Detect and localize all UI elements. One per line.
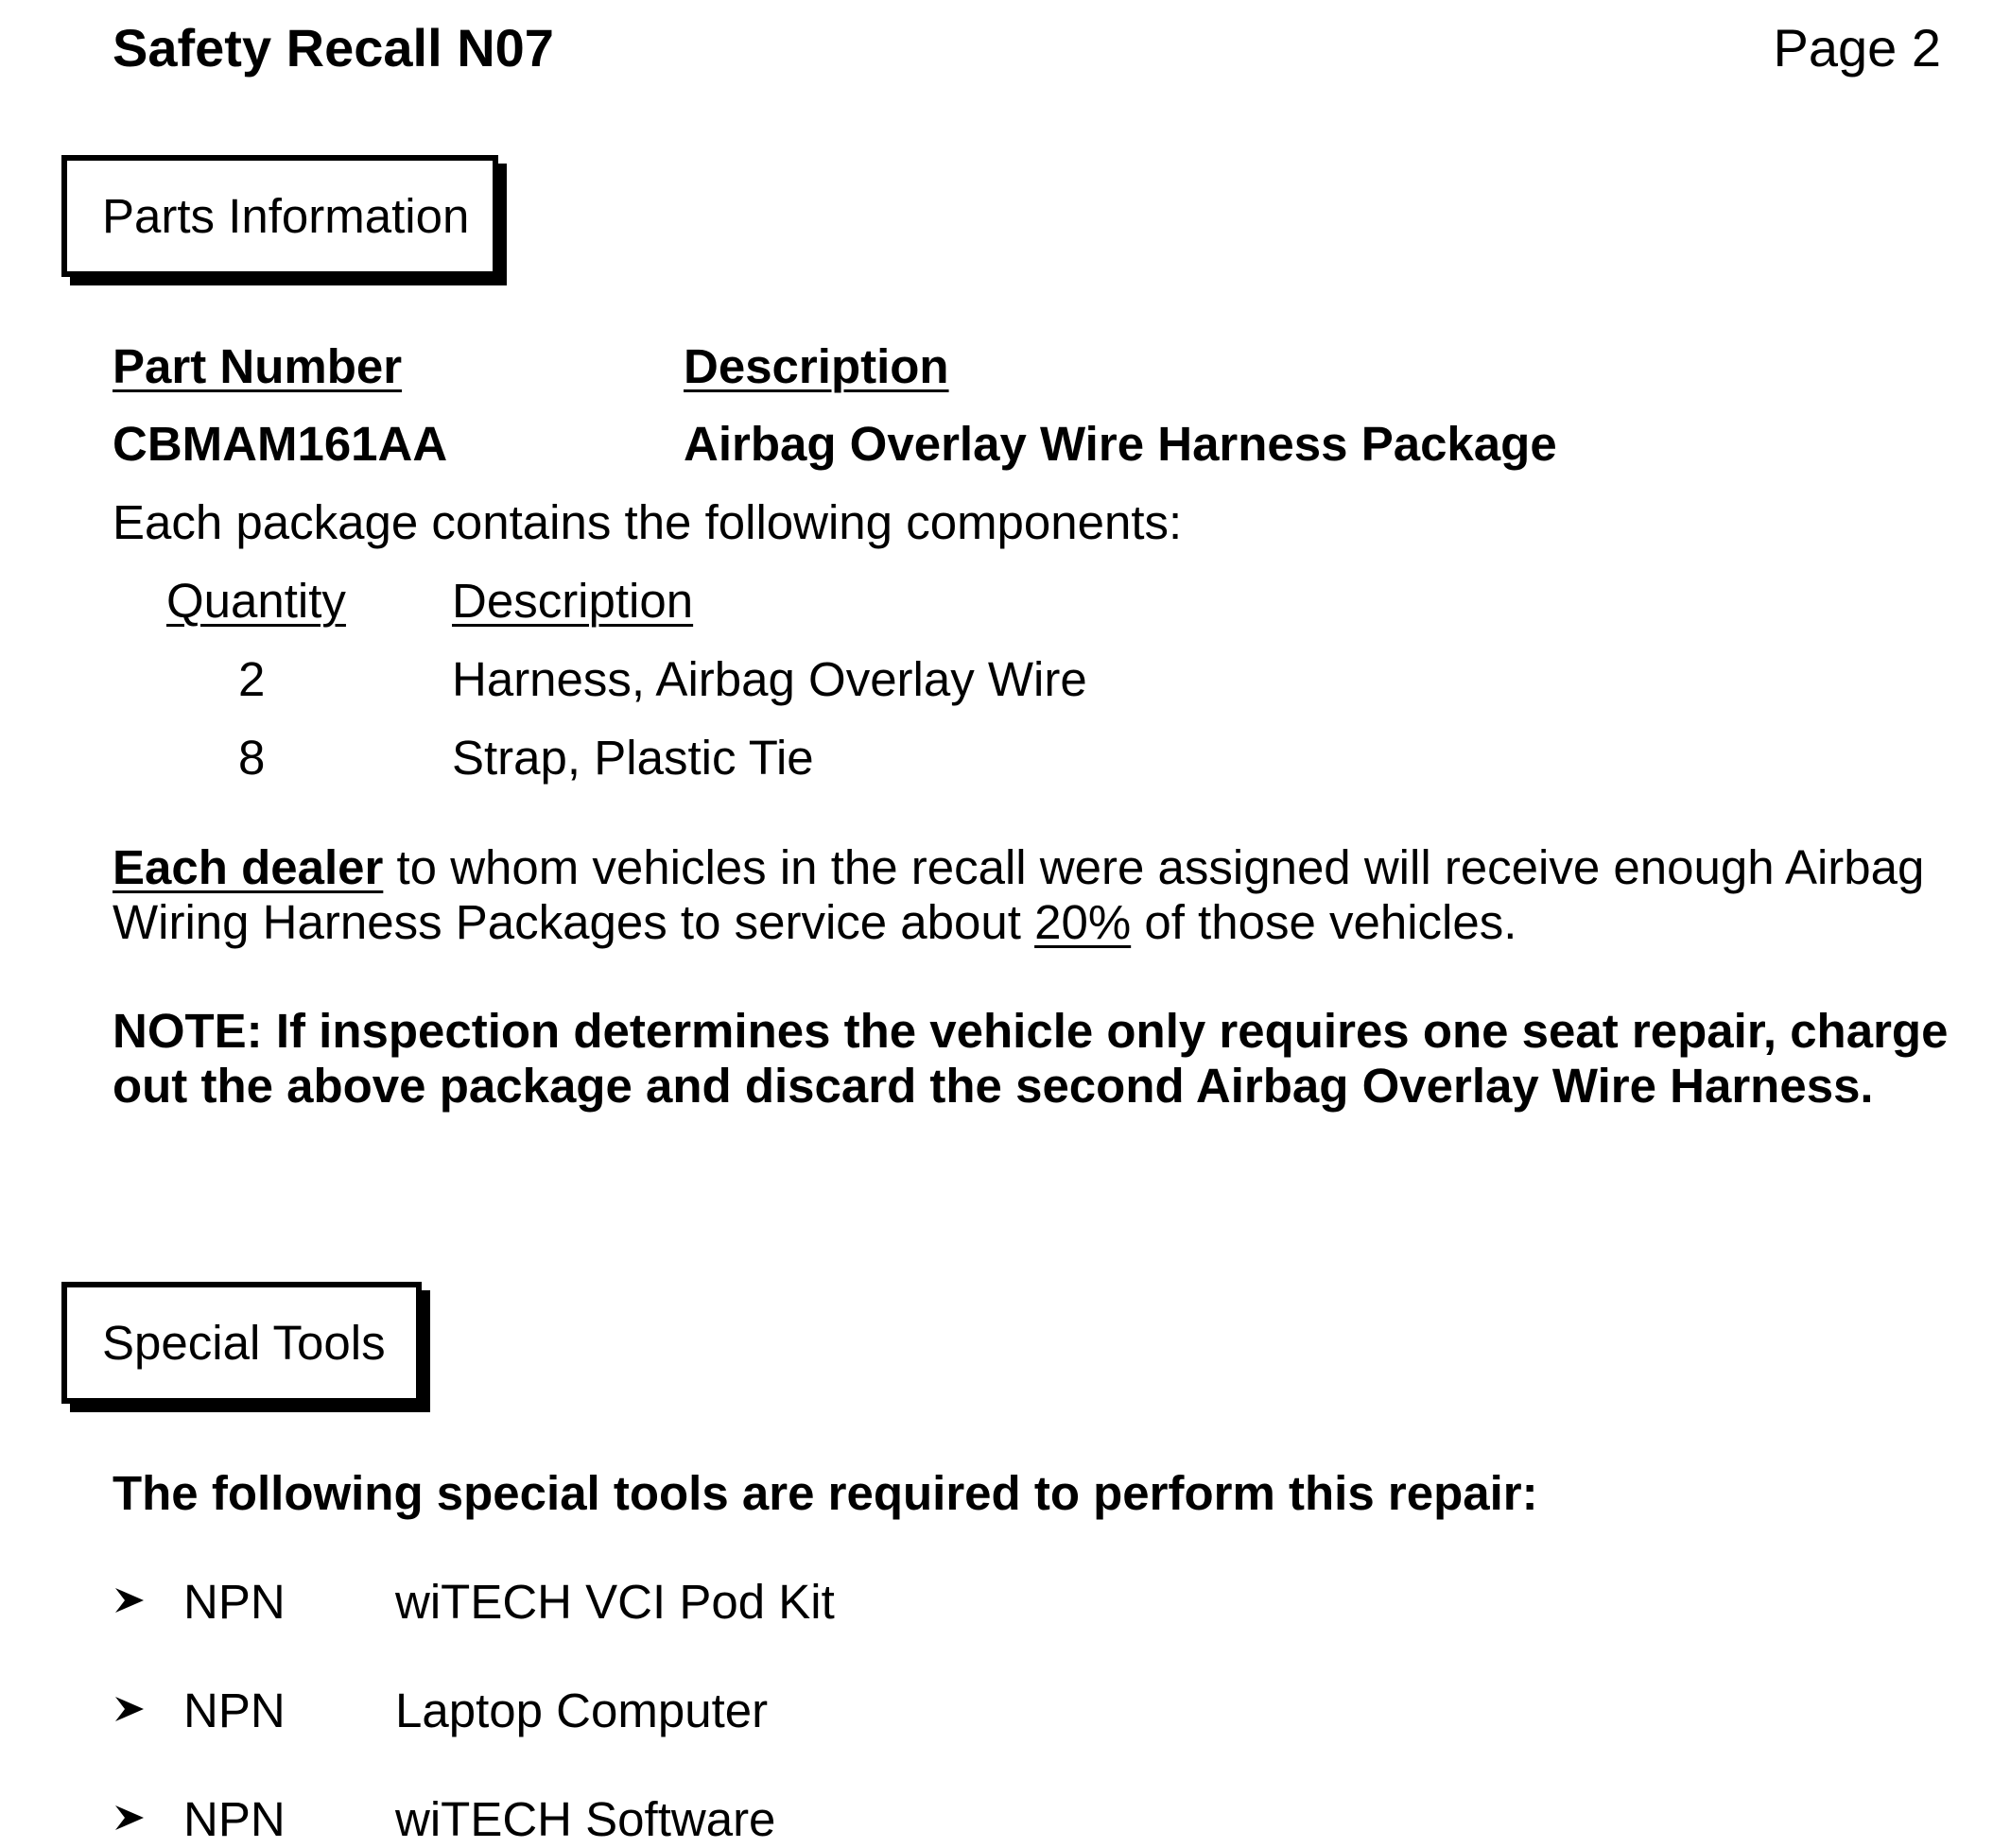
component-desc: Strap, Plastic Tie [452, 731, 814, 785]
dealer-note-line1-text: to whom vehicles in the recall were assigned will receive enough Airbag [383, 840, 1925, 894]
dealer-note-line2 [113, 894, 1516, 950]
special-tools-heading: Special Tools [61, 1282, 422, 1404]
special-tools-intro: The following special tools are required to perform this repair: [113, 1466, 1538, 1520]
dealer-note-line2-post: of those vehicles. [1131, 895, 1517, 949]
page-number: Page 2 [1773, 18, 1941, 78]
document-title: Safety Recall N07 [113, 18, 554, 78]
part-number-value: CBMAM161AA [113, 417, 448, 471]
tool-code: NPN [183, 1684, 286, 1737]
tool-name: Laptop Computer [395, 1684, 769, 1737]
arrow-bullet-icon [113, 1803, 146, 1833]
tool-code: NPN [183, 1792, 286, 1846]
component-desc: Harness, Airbag Overlay Wire [452, 652, 1087, 706]
tool-code: NPN [183, 1575, 286, 1629]
component-qty: 2 [238, 652, 266, 706]
tool-name: wiTECH VCI Pod Kit [395, 1575, 835, 1629]
component-description-header: Description [452, 574, 694, 628]
note-line2: out the above package and discard the second Airbag Overlay Wire Harness. [113, 1059, 1874, 1113]
part-number-header: Part Number [113, 339, 403, 393]
tool-name: wiTECH Software [395, 1792, 776, 1846]
note-line1: NOTE: If inspection determines the vehicle only requires one seat repair, charge [113, 1004, 1949, 1058]
arrow-bullet-icon [113, 1694, 146, 1724]
quantity-header: Quantity [166, 574, 346, 628]
description-header: Description [684, 339, 949, 393]
dealer-note-lead: Each dealer [113, 840, 384, 894]
dealer-note-line1 [113, 839, 1924, 895]
dealer-note-line2-pre: Wiring Harness Packages to service about [113, 895, 1035, 949]
component-qty: 8 [238, 731, 266, 785]
package-contents-intro: Each package contains the following components: [113, 495, 1183, 549]
arrow-bullet-icon [113, 1585, 146, 1615]
part-description-value: Airbag Overlay Wire Harness Package [684, 417, 1557, 471]
parts-information-heading: Parts Information [61, 155, 498, 277]
dealer-note-percent: 20% [1034, 895, 1132, 949]
